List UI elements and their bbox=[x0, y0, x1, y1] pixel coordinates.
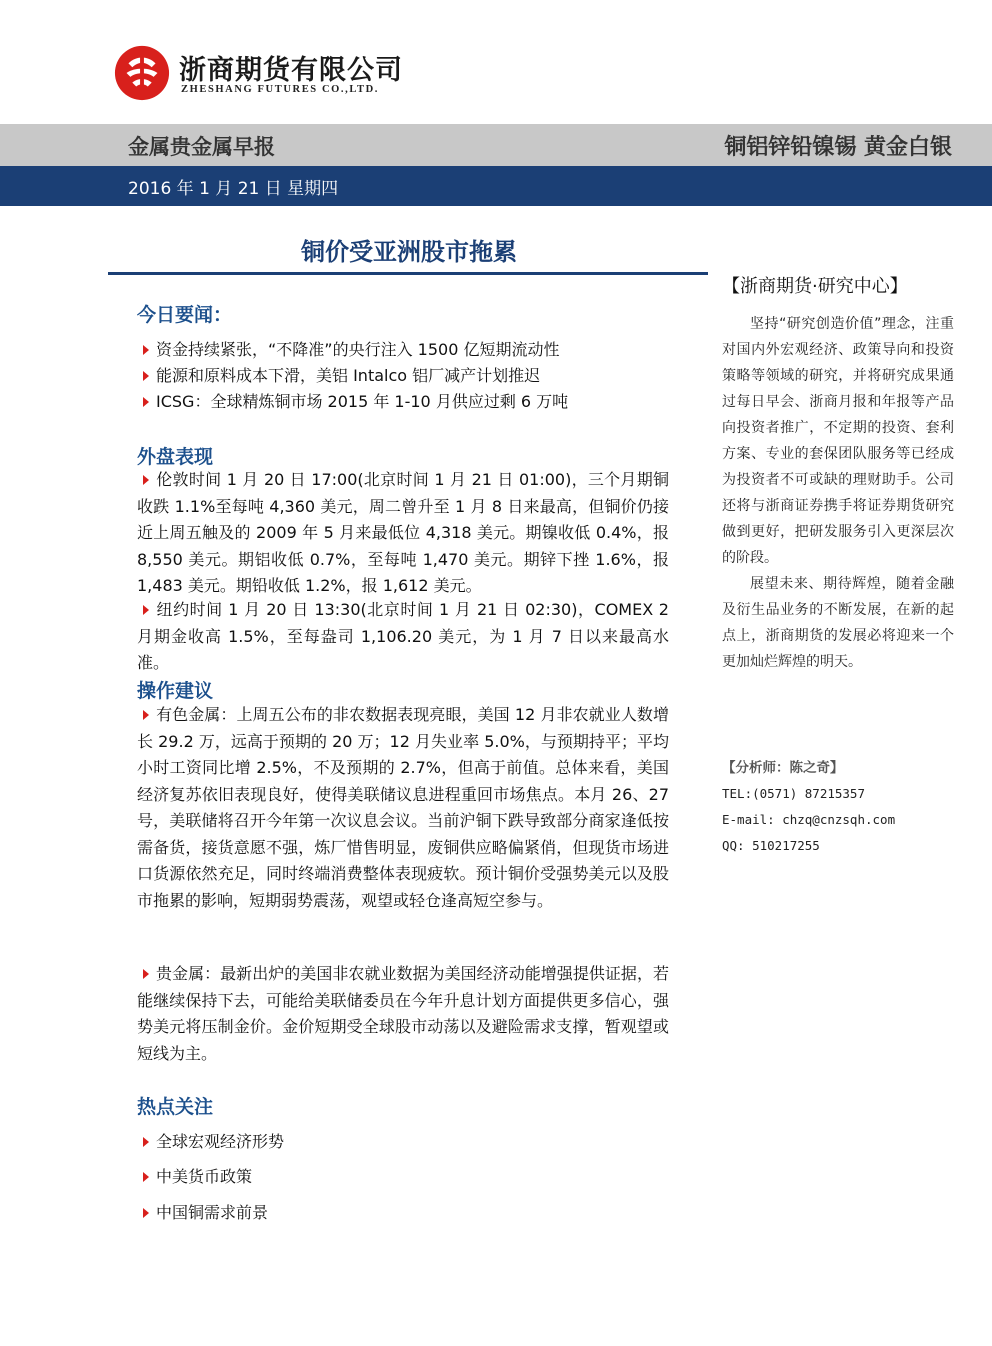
paragraph: 伦敦时间 1 月 20 日 17:00(北京时间 1 月 21 日 01:00)，三个月期铜收跌 1.1%至每吨 4,360 美元，周二曾升至 1 月 8 日来最高，但铜价仍接近上周五触及的 2009 年 5 月来最低位 4,318 美元。期镍收低 0.4%，报 8,550 美元。期铝收低 0.7%，至每吨 1,470 美元。期锌下挫 1.6%，报 1,483 美元。期铅收低 1.2%，报 1,612 美元。 bbox=[137, 470, 669, 595]
date-band bbox=[0, 166, 992, 206]
sidebar-paragraph: 展望未来、期待辉煌，随着金融及衍生品业务的不断发展，在新的起点上，浙商期货的发展必将迎来一个更加灿烂辉煌的明天。 bbox=[722, 576, 954, 670]
bullet-icon bbox=[143, 397, 149, 407]
report-type-band bbox=[0, 124, 992, 166]
section-title-hotspots: 热点关注 bbox=[137, 1096, 214, 1118]
contact-qq: QQ: 510217255 bbox=[722, 838, 820, 853]
paragraph: 纽约时间 1 月 20 日 13:30(北京时间 1 月 21 日 02:30)，COMEX 2 月期金收高 1.5%，至每盎司 1,106.20 美元，为 1 月 7 日以来最高水准。 bbox=[137, 600, 669, 672]
list-item: 能源和原料成本下滑，美铝 Intalco 铝厂减产计划推迟 bbox=[137, 363, 677, 389]
page-title: 铜价受亚洲股市拖累 bbox=[301, 238, 517, 266]
section-title-news: 今日要闻： bbox=[137, 304, 233, 326]
company-name-en: ZHESHANG FUTURES CO.,LTD. bbox=[181, 84, 380, 95]
sidebar-title: 【浙商期货·研究中心】 bbox=[722, 276, 908, 297]
bullet-icon bbox=[143, 475, 149, 485]
list-item: 资金持续紧张，“不降准”的央行注入 1500 亿短期流动性 bbox=[137, 337, 677, 363]
company-name-cn: 浙商期货有限公司 bbox=[179, 55, 403, 86]
bullet-icon bbox=[143, 710, 149, 720]
bullet-icon bbox=[143, 371, 149, 381]
zheshang-logo-icon bbox=[113, 44, 171, 102]
company-logo bbox=[113, 44, 403, 104]
bullet-icon bbox=[143, 345, 149, 355]
report-date: 2016 年 1 月 21 日 星期四 bbox=[128, 179, 339, 199]
paragraph: 贵金属：最新出炉的美国非农就业数据为美国经济动能增强提供证据，若能继续保持下去，可能给美联储委员在今年升息计划方面提供更多信心，强势美元将压制金价。金价短期受全球股市动荡以及避险需求支撑，暂观望或短线为主。 bbox=[137, 964, 669, 1063]
sidebar-paragraph: 坚持“研究创造价值”理念，注重对国内外宏观经济、政策导向和投资策略等领域的研究，并将研究成果通过每日早会、浙商月报和年报等产品向投资者推广，不定期的投资、套利方案、专业的套保团队服务等已经成为投资者不可或缺的理财助手。公司还将与浙商证券携手将证券期货研究做到更好，把研发服务引入更深层次的阶段。 bbox=[722, 316, 954, 566]
section-title-advice: 操作建议 bbox=[137, 680, 214, 702]
metals-covered: 铜铝锌铅镍锡 黄金白银 bbox=[724, 135, 952, 160]
contact-email: E-mail: chzq@cnzsqh.com bbox=[722, 812, 896, 827]
analyst-name: 【分析师：陈之奇】 bbox=[722, 760, 844, 776]
section-title-overseas: 外盘表现 bbox=[137, 446, 214, 468]
list-item: 全球宏观经济形势 bbox=[137, 1129, 677, 1155]
bullet-icon bbox=[143, 1172, 149, 1182]
bullet-icon bbox=[143, 969, 149, 979]
list-item: ICSG：全球精炼铜市场 2015 年 1-10 月供应过剩 6 万吨 bbox=[137, 389, 677, 415]
contact-tel: TEL:(0571) 87215357 bbox=[722, 786, 865, 801]
list-item: 中美货币政策 bbox=[137, 1164, 677, 1190]
bullet-icon bbox=[143, 1137, 149, 1147]
list-item: 中国铜需求前景 bbox=[137, 1200, 677, 1226]
bullet-icon bbox=[143, 1208, 149, 1218]
title-rule bbox=[108, 272, 708, 275]
paragraph: 有色金属：上周五公布的非农数据表现亮眼，美国 12 月非农就业人数增长 29.2 万，远高于预期的 20 万；12 月失业率 5.0%，与预期持平；平均小时工资同比增 2.5%，不及预期的 2.7%，但高于前值。总体来看，美国经济复苏依旧表现良好，使得美联储议息进程重回市场焦点。本月 26、27 号，美联储将召开今年第一次议息会议。当前沪铜下跌导致部分商家逢低按需备货，接货意愿不强，炼厂惜售明显，废铜供应略偏紧俏，但现货市场进口货源依然充足，同时终端消费整体表现疲软。预计铜价受强势美元以及股市拖累的影响，短期弱势震荡，观望或轻仓逢高短空参与。 bbox=[137, 705, 669, 910]
report-type: 金属贵金属早报 bbox=[128, 135, 275, 159]
bullet-icon bbox=[143, 605, 149, 615]
